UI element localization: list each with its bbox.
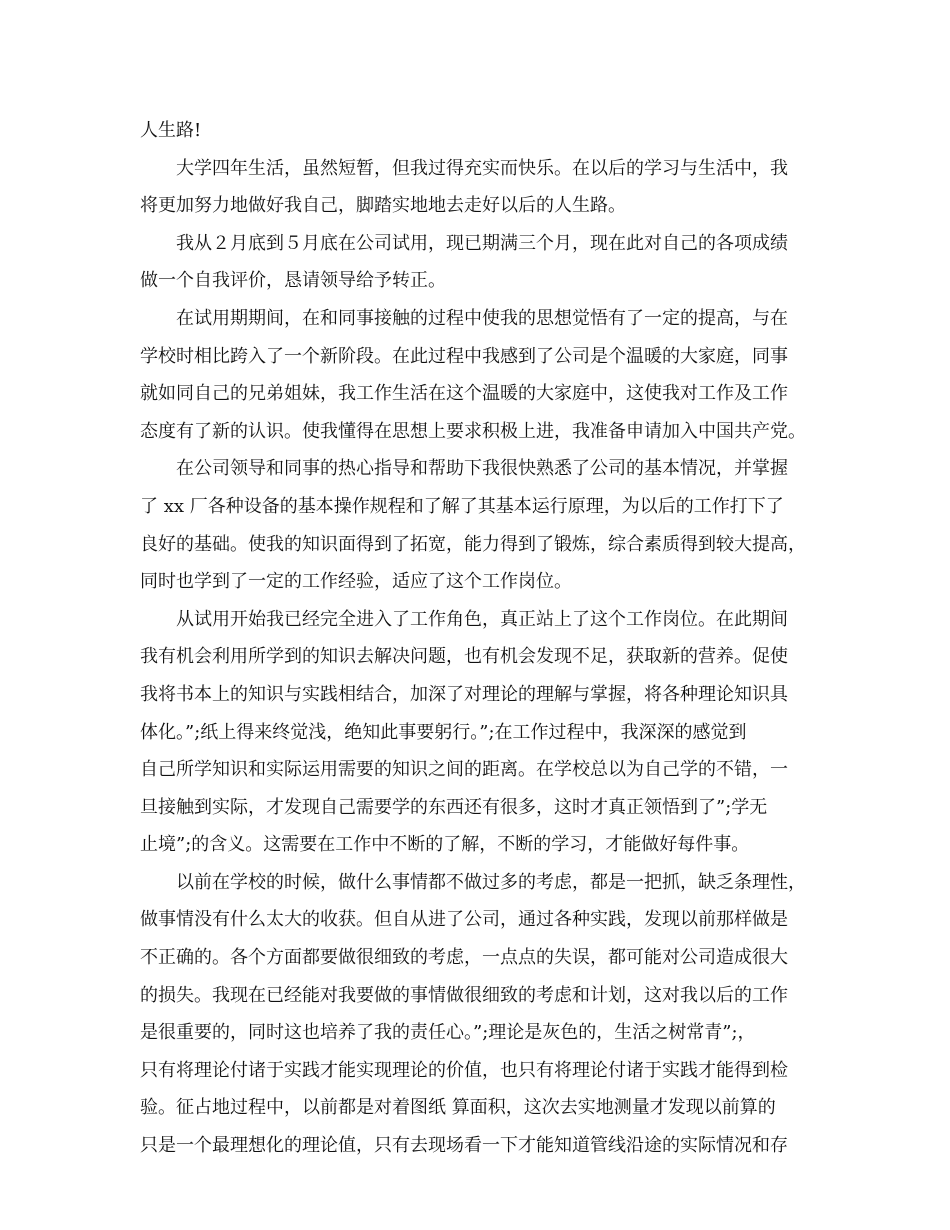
text-line: 态度有了新的认识。使我懂得在思想上要求积极上进，我准备申请加入中国共产党。 xyxy=(140,420,806,442)
text-line: 只是一个最理想化的理论值，只有去现场看一下才能知道管线沿途的实际情况和存 xyxy=(140,1135,788,1157)
text-line: 做事情没有什么太大的收获。但自从进了公司，通过各种实践，发现以前那样做是 xyxy=(140,909,788,931)
text-line: 止境”;的含义。这需要在工作中不断的了解，不断的学习，才能做好每件事。 xyxy=(140,834,750,856)
text-line: 验。征占地过程中，以前都是对着图纸 算面积，这次去实地测量才发现以前算的 xyxy=(140,1097,776,1119)
text-line: 的损失。我现在已经能对我要做的事情做很细致的考虑和计划，这对我以后的工作 xyxy=(140,984,788,1006)
text-line: 良好的基础。使我的知识面得到了拓宽，能力得到了锻炼，综合素质得到较大提高， xyxy=(140,533,806,555)
text-line: 人生路! xyxy=(140,120,202,141)
text-line: 做一个自我评价，恳请领导给予转正。 xyxy=(140,270,446,292)
text-line: 学校时相比跨入了一个新阶段。在此过程中我感到了公司是个温暖的大家庭，同事 xyxy=(140,345,788,367)
text-line: 在试用期期间，在和同事接触的过程中使我的思想觉悟有了一定的提高，与在 xyxy=(176,307,788,329)
text-line: 在公司领导和同事的热心指导和帮助下我很快熟悉了公司的基本情况，并掌握 xyxy=(176,458,788,480)
text-line: 以前在学校的时候，做什么事情都不做过多的考虑，都是一把抓，缺乏条理性， xyxy=(176,871,806,893)
text-line: 了 xx 厂各种设备的基本操作规程和了解了其基本运行原理，为以后的工作打下了 xyxy=(140,495,784,517)
text-line: 只有将理论付诸于实践才能实现理论的价值，也只有将理论付诸于实践才能得到检 xyxy=(140,1059,788,1081)
document-body xyxy=(140,112,820,1165)
text-line: 是很重要的，同时这也培养了我的责任心。”;理论是灰色的，生活之树常青”;， xyxy=(140,1022,756,1044)
text-line: 我有机会利用所学到的知识去解决问题，也有机会发现不足，获取新的营养。促使 xyxy=(140,646,788,668)
text-line: 旦接触到实际，才发现自己需要学的东西还有很多，这时才真正领悟到了”;学无 xyxy=(140,796,768,818)
text-line: 体化。”;纸上得来终觉浅，绝知此事要躬行。”;在工作过程中，我深深的感觉到 xyxy=(140,721,747,743)
text-line: 我从２月底到５月底在公司试用，现已期满三个月，现在此对自己的各项成绩 xyxy=(176,232,788,254)
text-line: 将更加努力地做好我自己，脚踏实地地去走好以后的人生路。 xyxy=(140,195,626,217)
text-line: 同时也学到了一定的工作经验，适应了这个工作岗位。 xyxy=(140,571,572,593)
text-line: 大学四年生活，虽然短暂，但我过得充实而快乐。在以后的学习与生活中，我 xyxy=(176,157,788,179)
text-line: 我将书本上的知识与实践相结合，加深了对理论的理解与掌握，将各种理论知识具 xyxy=(140,683,788,705)
text-line: 不正确的。各个方面都要做很细致的考虑，一点点的失误，都可能对公司造成很大 xyxy=(140,947,788,969)
text-line: 从试用开始我已经完全进入了工作角色，真正站上了这个工作岗位。在此期间 xyxy=(176,608,788,630)
text-line: 自己所学知识和实际运用需要的知识之间的距离。在学校总以为自己学的不错，一 xyxy=(140,759,788,781)
text-line: 就如同自己的兄弟姐妹，我工作生活在这个温暖的大家庭中，这使我对工作及工作 xyxy=(140,383,788,405)
